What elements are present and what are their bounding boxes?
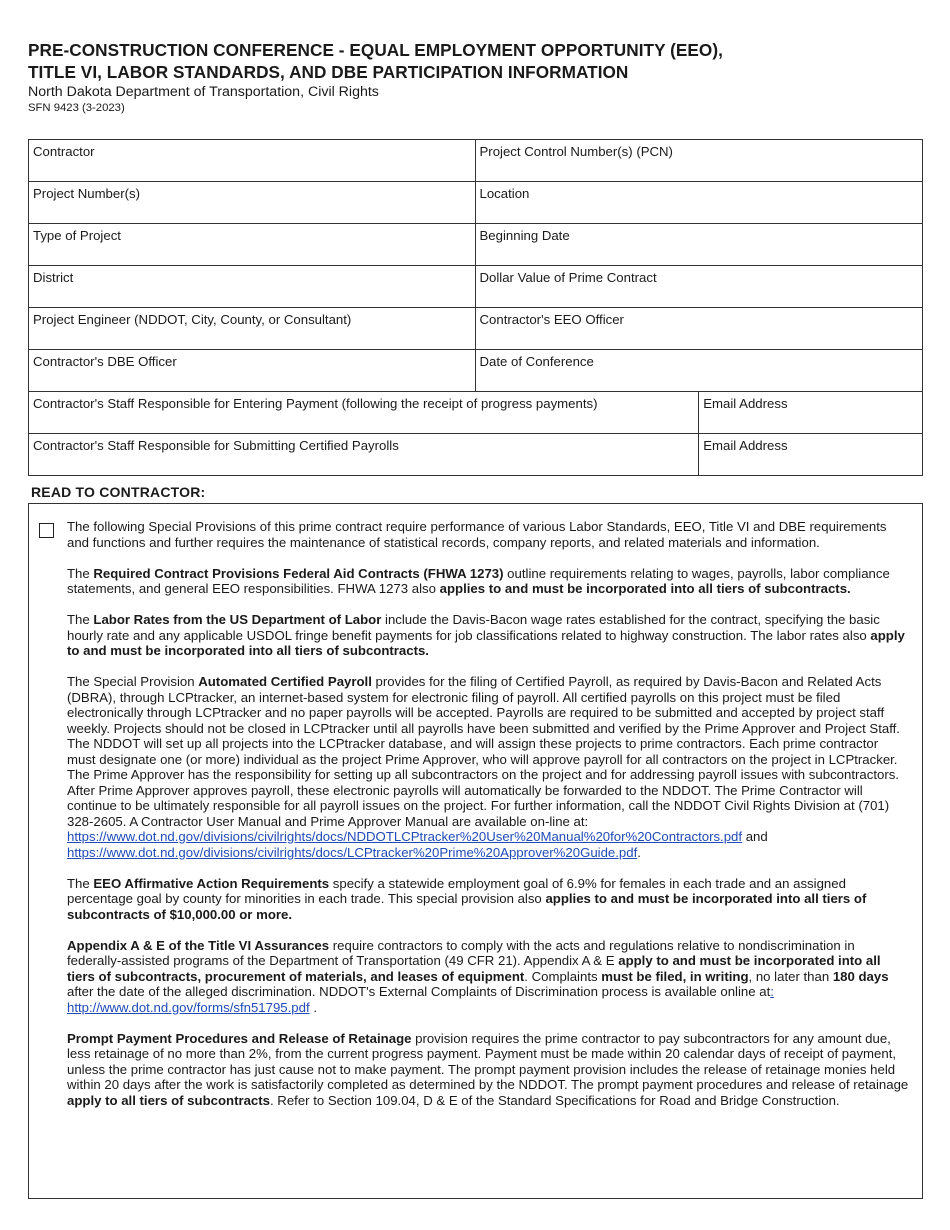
form-title <box>28 39 928 83</box>
text-span: include the Davis-Bacon wage rates established for the contract, specifying the basic hourly rate and any applicable USDOL fringe benefit payments for job classifications related to highway construction. The labor rates also <box>67 612 880 643</box>
text-span: . Refer to Section 109.04, D & E of the Standard Specifications for Road and Bridge Construction. <box>269 1092 840 1108</box>
form-header <box>28 39 928 115</box>
complaints-form-link[interactable]: : http://www.dot.nd.gov/forms/sfn51795.pdf <box>67 984 774 1015</box>
user-manual-link[interactable]: https://www.dot.nd.gov/divisions/civilrights/docs/NDDOTLCPtracker%20User%20Manual%20for%20Contractors.pdf <box>67 829 743 844</box>
project-number-field[interactable] <box>29 182 476 223</box>
text-span: . Complaints <box>524 968 602 984</box>
date-of-conference-field[interactable] <box>476 350 924 391</box>
paragraph-labor-rates <box>67 612 909 659</box>
dollar-value-label: Dollar Value of Prime Contract <box>479 270 657 285</box>
text-span: and <box>742 829 768 844</box>
dbe-officer-label: Contractor's DBE Officer <box>33 354 177 369</box>
beginning-date-label: Beginning Date <box>479 228 570 243</box>
paragraph-intro <box>67 519 909 550</box>
bold-span: applies to and must be incorporated into all tiers of subcontracts. <box>439 581 851 596</box>
bold-span: Automated Certified Payroll <box>198 674 372 689</box>
type-of-project-label: Type of Project <box>33 228 121 243</box>
dollar-value-field[interactable] <box>476 266 924 307</box>
bold-span: 180 days <box>832 968 889 984</box>
text-span: . <box>637 844 641 860</box>
location-field[interactable] <box>476 182 924 223</box>
type-of-project-field[interactable] <box>29 224 476 265</box>
pcn-field[interactable] <box>476 140 924 181</box>
project-engineer-label: Project Engineer (NDDOT, City, County, or Consultant) <box>33 312 352 327</box>
intro-text: The following Special Provisions of this prime contract require performance of various Labor Standards, EEO, Title VI and DBE requirements and functions and further requires the maintenance of statistical records, company reports, and related materials and information. <box>67 519 887 550</box>
grid-row <box>29 140 923 182</box>
text-span: , no later than <box>748 968 833 984</box>
project-number-label: Project Number(s) <box>33 186 140 201</box>
text-span: require contractors to comply with the acts and regulations relative to nondiscrimination in federally-assisted programs of the Department of Transportation (49 CFR 21). Appendix A & E <box>67 937 855 968</box>
paragraph-prompt-payment <box>67 1031 909 1109</box>
grid-row <box>29 392 923 434</box>
bold-span: EEO Affirmative Action Requirements <box>93 875 330 891</box>
text-span: . <box>309 999 317 1015</box>
bold-span: apply to and must be incorporated into all tiers of subcontracts, procurement of materials, and leases of equipment <box>67 953 881 984</box>
bold-span: Appendix A & E of the Title VI Assurances <box>67 937 330 953</box>
grid-row <box>29 224 923 266</box>
text-span: provision requires the prime contractor to pay subcontractors for any amount due, less retainage of no more than 2%, from the current progress payment. Payment must be made within 20 calendar days of receipt of payment, unless the prime contractor has just cause not to make payment. The prompt payment provision includes the release of retainage monies held within 20 days after the work is satisfactorily completed as determined by the NDDOT. The prompt payment procedures and release of retainage <box>67 1030 909 1092</box>
text-span: The <box>67 565 94 581</box>
dbe-officer-field[interactable] <box>29 350 476 391</box>
paragraph-fhwa-1273 <box>67 566 909 597</box>
text-span: specify a statewide employment goal of 6.9% for females in each trade and an assigned percentage goal by county for minorities in each trade. This special provision also <box>67 875 846 906</box>
provisions-text <box>67 519 909 1124</box>
form-number: SFN 9423 (3-2023) <box>28 102 125 114</box>
title-line-1: PRE-CONSTRUCTION CONFERENCE - EQUAL EMPLOYMENT OPPORTUNITY (EEO), <box>28 40 723 60</box>
date-of-conference-label: Date of Conference <box>479 354 594 369</box>
text-span: The Special Provision <box>67 674 199 689</box>
paragraph-eeo-affirmative <box>67 876 909 923</box>
contractor-label: Contractor <box>33 144 95 159</box>
bold-span: apply to all tiers of subcontracts <box>67 1092 270 1108</box>
grid-row <box>29 266 923 308</box>
bold-span: applies to and must be incorporated into all tiers of subcontracts of $10,000.00 or more. <box>67 891 867 922</box>
text-span: The <box>67 875 94 891</box>
grid-row <box>29 350 923 392</box>
text-span: provides for the filing of Certified Payroll, as required by Davis-Bacon and Related Acts (DBRA), through LCPtracker, an internet-based system for electronic filing of payroll. All certified payrolls on this project must be filed electronically through LCPtracker and no paper payrolls will be accepted. Payrolls are required to be submitted and accepted by project staff weekly. Projects should not be closed in LCPtracker until all payrolls have been submitted and verified by the Prime Approver and Project Staff. The NDDOT will set up all projects into the LCPtracker database, and will assign these projects to prime contractors. Each prime contractor must designate one (or more) individual as the project Prime Approver, who will approve payroll for all contractors on the project in LCPtracker. The Prime Approver has the responsibility for setting up all subcontractors on the project and for addressing payroll issues with subcontractors. After Prime Approver approves payroll, these electronic payrolls will automatically be forwarded to the NDDOT. The Prime Contractor will continue to be ultimately responsible for all payroll issues on the project. For further information, call the NDDOT Civil Rights Division at (701) 328-2605. A Contractor User Manual and Prime Approver Manual are available on-line at: <box>67 674 900 829</box>
contractor-field[interactable] <box>29 140 476 181</box>
text-span: after the date of the alleged discrimination. NDDOT's External Complaints of Discrimination process is available online at <box>67 984 771 999</box>
staff-payrolls-label: Contractor's Staff Responsible for Submitting Certified Payrolls <box>33 438 399 453</box>
paragraph-certified-payroll <box>67 674 909 860</box>
email-field-2[interactable] <box>699 434 923 475</box>
project-info-grid <box>28 139 923 476</box>
text-span: outline requirements relating to wages, payrolls, labor compliance statements, and general EEO responsibilities. FHWA 1273 also <box>67 565 890 596</box>
email-field-1[interactable] <box>699 392 923 433</box>
grid-row <box>29 308 923 350</box>
prime-approver-guide-link[interactable]: https://www.dot.nd.gov/divisions/civilrights/docs/LCPtracker%20Prime%20Approver%20Guide.pdf <box>67 844 638 860</box>
district-label: District <box>33 270 74 285</box>
staff-payment-label: Contractor's Staff Responsible for Entering Payment (following the receipt of progress payments) <box>33 396 598 411</box>
location-label: Location <box>479 186 530 201</box>
grid-row <box>29 434 923 476</box>
staff-payment-field[interactable] <box>29 392 699 433</box>
bold-span: Required Contract Provisions Federal Aid Contracts (FHWA 1273) <box>93 565 504 581</box>
eeo-officer-label: Contractor's EEO Officer <box>479 312 624 327</box>
grid-row <box>29 182 923 224</box>
bold-span: must be filed, in writing <box>601 968 749 984</box>
eeo-officer-field[interactable] <box>476 308 924 349</box>
paragraph-title-vi <box>67 938 909 1016</box>
district-field[interactable] <box>29 266 476 307</box>
read-to-contractor-heading: READ TO CONTRACTOR: <box>31 484 206 500</box>
department-name: North Dakota Department of Transportation, Civil Rights <box>28 84 379 100</box>
bold-span: apply to and must be incorporated into all tiers of subcontracts. <box>67 627 905 658</box>
email-label-2: Email Address <box>703 438 788 453</box>
read-to-contractor-box <box>28 503 923 1199</box>
text-span: The <box>67 612 94 627</box>
email-label-1: Email Address <box>703 396 788 411</box>
bold-span: Prompt Payment Procedures and Release of Retainage <box>67 1030 412 1046</box>
bold-span: Labor Rates from the US Department of Labor <box>93 612 382 627</box>
pcn-label: Project Control Number(s) (PCN) <box>479 144 673 159</box>
staff-payrolls-field[interactable] <box>29 434 699 475</box>
project-engineer-field[interactable] <box>29 308 476 349</box>
title-line-2: TITLE VI, LABOR STANDARDS, AND DBE PARTICIPATION INFORMATION <box>28 62 629 82</box>
beginning-date-field[interactable] <box>476 224 924 265</box>
acknowledge-checkbox[interactable] <box>39 523 54 538</box>
